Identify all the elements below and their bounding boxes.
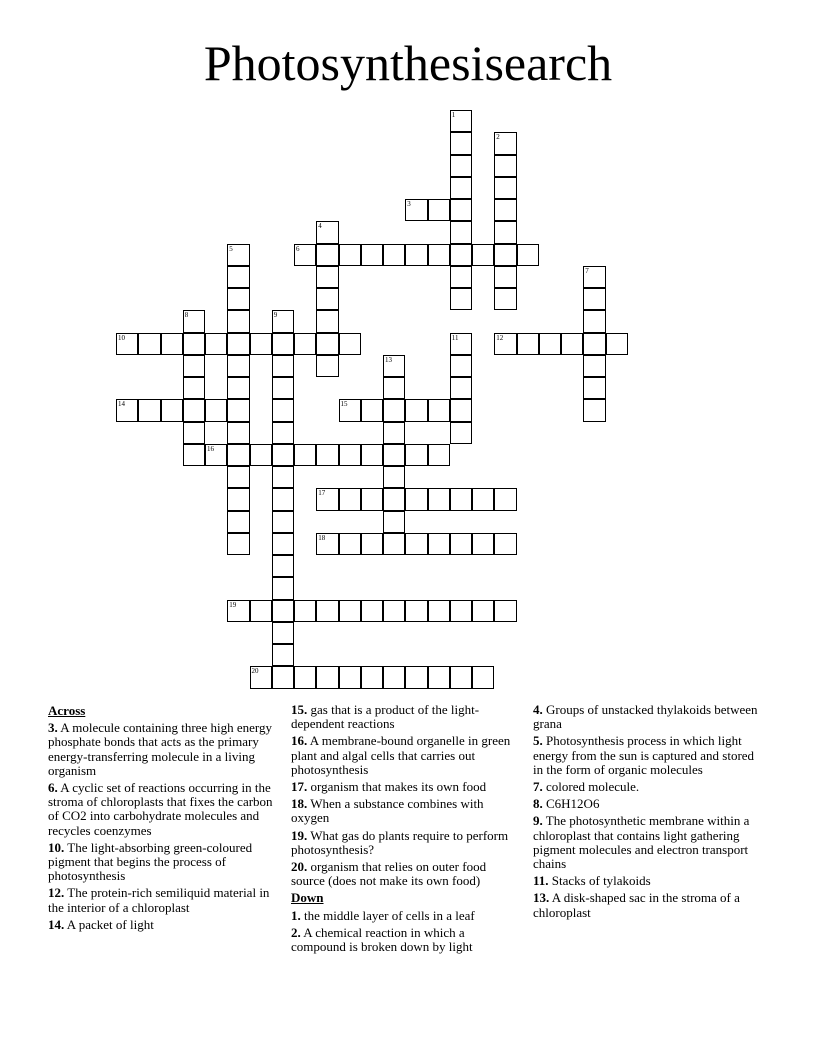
grid-cell[interactable] <box>205 399 227 421</box>
grid-cell[interactable] <box>250 600 272 622</box>
grid-cell[interactable] <box>450 377 472 399</box>
grid-cell[interactable] <box>294 666 316 688</box>
clue-number: 6 <box>296 244 300 253</box>
grid-cell[interactable] <box>227 488 249 510</box>
grid-cell[interactable] <box>428 666 450 688</box>
clue-text: Photosynthesis process in which light energy from the sun is captured and stored in the form of organic molecules <box>533 733 755 777</box>
grid-cell[interactable] <box>272 666 294 688</box>
clues-column-1 <box>48 703 282 935</box>
grid-cell[interactable] <box>161 333 183 355</box>
grid-cell[interactable] <box>339 333 361 355</box>
clue-number: 7 <box>585 266 589 275</box>
grid-cell[interactable] <box>494 333 516 355</box>
grid-cell[interactable] <box>517 244 539 266</box>
grid-cell[interactable] <box>183 444 205 466</box>
grid-cell[interactable] <box>494 221 516 243</box>
grid-cell[interactable] <box>450 110 472 132</box>
grid-cell[interactable] <box>583 377 605 399</box>
grid-cell[interactable] <box>116 399 138 421</box>
clue-text: A membrane-bound organelle in green plant and algal cells that carries out photosynthesis <box>291 733 511 777</box>
grid-cell[interactable] <box>250 444 272 466</box>
grid-cell[interactable] <box>583 333 605 355</box>
grid-cell[interactable] <box>494 132 516 154</box>
grid-cell[interactable] <box>405 533 427 555</box>
clue-text: the middle layer of cells in a leaf <box>304 907 475 923</box>
grid-cell[interactable] <box>361 244 383 266</box>
grid-cell[interactable] <box>272 377 294 399</box>
clue-number-label: 17. <box>291 779 308 795</box>
clue-text: A packet of light <box>66 916 154 932</box>
grid-cell[interactable] <box>383 666 405 688</box>
grid-cell[interactable] <box>116 333 138 355</box>
grid-cell[interactable] <box>272 310 294 332</box>
grid-cell[interactable] <box>450 266 472 288</box>
clue-text: A cyclic set of reactions occurring in the stroma of chloroplasts that fixes the carbon of CO2 into carbohydrate molecules and recycles coenzymes <box>48 780 273 838</box>
grid-cell[interactable] <box>383 422 405 444</box>
grid-cell[interactable] <box>339 444 361 466</box>
grid-cell[interactable] <box>450 177 472 199</box>
clue-number-label: 13. <box>533 890 550 906</box>
clue-number-label: 6. <box>48 780 58 796</box>
grid-cell[interactable] <box>450 132 472 154</box>
across-clue <box>48 841 282 884</box>
clue-number: 5 <box>229 244 233 253</box>
grid-cell[interactable] <box>450 666 472 688</box>
grid-cell[interactable] <box>227 511 249 533</box>
grid-cell[interactable] <box>405 666 427 688</box>
grid-cell[interactable] <box>183 422 205 444</box>
grid-cell[interactable] <box>227 422 249 444</box>
grid-cell[interactable] <box>272 422 294 444</box>
grid-cell[interactable] <box>272 399 294 421</box>
grid-cell[interactable] <box>339 666 361 688</box>
grid-cell[interactable] <box>561 333 583 355</box>
down-clue <box>533 780 765 794</box>
grid-cell[interactable] <box>272 533 294 555</box>
grid-cell[interactable] <box>339 399 361 421</box>
across-clue <box>291 797 521 825</box>
clue-number: 1 <box>451 111 456 119</box>
grid-cell[interactable] <box>227 399 249 421</box>
grid-cell[interactable] <box>227 333 249 355</box>
grid-cell[interactable] <box>272 555 294 577</box>
grid-cell[interactable] <box>227 355 249 377</box>
grid-cell[interactable] <box>494 177 516 199</box>
grid-cell[interactable] <box>583 355 605 377</box>
down-clue <box>533 797 765 811</box>
grid-cell[interactable] <box>316 666 338 688</box>
clue-number: 15 <box>340 400 348 409</box>
clue-number: 4 <box>318 222 322 231</box>
clue-number-label: 12. <box>48 885 65 901</box>
grid-cell[interactable] <box>405 444 427 466</box>
grid-cell[interactable] <box>428 488 450 510</box>
grid-cell[interactable] <box>138 333 160 355</box>
grid-cell[interactable] <box>405 244 427 266</box>
puzzle-title: Photosynthesisearch <box>203 35 613 91</box>
grid-cell[interactable] <box>205 333 227 355</box>
grid-cell[interactable] <box>361 488 383 510</box>
grid-cell[interactable] <box>450 333 472 355</box>
grid-cell[interactable] <box>316 355 338 377</box>
grid-cell[interactable] <box>494 288 516 310</box>
grid-cell[interactable] <box>583 399 605 421</box>
grid-cell[interactable] <box>450 288 472 310</box>
clue-number-label: 7. <box>533 779 543 795</box>
grid-cell[interactable] <box>294 333 316 355</box>
across-clue <box>291 829 521 857</box>
clue-text: A molecule containing three high energy phosphate bonds that acts as the primary energy-transferring molecule in a living organism <box>48 720 272 778</box>
clue-number-label: 3. <box>48 720 58 736</box>
grid-cell[interactable] <box>450 533 472 555</box>
grid-cell[interactable] <box>361 399 383 421</box>
grid-cell[interactable] <box>494 488 516 510</box>
clue-number-label: 5. <box>533 733 543 749</box>
grid-cell[interactable] <box>272 511 294 533</box>
grid-cell[interactable] <box>339 488 361 510</box>
clue-text: Stacks of tylakoids <box>551 873 651 889</box>
clue-number-label: 19. <box>291 827 308 843</box>
grid-cell[interactable] <box>606 333 628 355</box>
grid-cell[interactable] <box>539 333 561 355</box>
grid-cell[interactable] <box>428 600 450 622</box>
down-clue <box>533 891 765 919</box>
clue-text: gas that is a product of the light-dependent reactions <box>291 702 480 732</box>
clue-number: 2 <box>496 133 500 142</box>
grid-cell[interactable] <box>428 533 450 555</box>
clue-number-label: 9. <box>533 813 543 829</box>
grid-cell[interactable] <box>294 444 316 466</box>
grid-cell[interactable] <box>316 533 338 555</box>
clue-number: 14 <box>118 400 125 409</box>
grid-cell[interactable] <box>494 533 516 555</box>
grid-cell[interactable] <box>583 288 605 310</box>
grid-cell[interactable] <box>494 155 516 177</box>
grid-cell[interactable] <box>316 266 338 288</box>
grid-cell[interactable] <box>227 444 249 466</box>
down-clue <box>533 703 765 731</box>
grid-cell[interactable] <box>494 600 516 622</box>
clue-text: C6H12O6 <box>546 796 600 812</box>
across-clue <box>291 734 521 777</box>
down-clue <box>533 734 765 777</box>
grid-cell[interactable] <box>361 600 383 622</box>
across-clue <box>48 886 282 914</box>
clue-number-label: 20. <box>291 859 308 875</box>
grid-cell[interactable] <box>583 310 605 332</box>
clue-number-label: 16. <box>291 733 308 749</box>
grid-cell[interactable] <box>227 310 249 332</box>
clue-text: A chemical reaction in which a compound is broken down by light <box>291 924 473 955</box>
grid-cell[interactable] <box>383 244 405 266</box>
grid-cell[interactable] <box>316 600 338 622</box>
grid-cell[interactable] <box>183 377 205 399</box>
grid-cell[interactable] <box>361 444 383 466</box>
grid-cell[interactable] <box>272 333 294 355</box>
grid-cell[interactable] <box>183 310 205 332</box>
grid-cell[interactable] <box>316 221 338 243</box>
grid-cell[interactable] <box>383 444 405 466</box>
clues-column-3 <box>533 703 765 923</box>
clue-number-label: 15. <box>291 702 308 717</box>
grid-cell[interactable] <box>450 155 472 177</box>
across-heading: Across <box>48 703 86 718</box>
grid-cell[interactable] <box>450 199 472 221</box>
down-clue <box>533 874 765 888</box>
grid-cell[interactable] <box>161 399 183 421</box>
across-clue <box>48 721 282 778</box>
clue-text: A disk-shaped sac in the stroma of a chloroplast <box>533 890 740 920</box>
clue-number-label: 1. <box>291 907 301 923</box>
grid-cell[interactable] <box>428 444 450 466</box>
grid-cell[interactable] <box>339 600 361 622</box>
clue-number: 13 <box>385 355 392 364</box>
grid-cell[interactable] <box>383 511 405 533</box>
grid-cell[interactable] <box>450 355 472 377</box>
grid-cell[interactable] <box>227 288 249 310</box>
clue-text: When a substance combines with oxygen <box>291 796 484 826</box>
grid-cell[interactable] <box>183 355 205 377</box>
grid-cell[interactable] <box>383 355 405 377</box>
grid-cell[interactable] <box>583 266 605 288</box>
clue-number: 20 <box>251 667 259 676</box>
clue-text: The protein-rich semiliquid material in the interior of a chloroplast <box>48 885 270 915</box>
grid-cell[interactable] <box>383 533 405 555</box>
clue-number: 10 <box>118 333 125 342</box>
grid-cell[interactable] <box>383 377 405 399</box>
grid-cell[interactable] <box>472 533 494 555</box>
grid-cell[interactable] <box>472 488 494 510</box>
grid-cell[interactable] <box>450 488 472 510</box>
grid-cell[interactable] <box>316 288 338 310</box>
clue-number: 17 <box>318 489 326 498</box>
grid-cell[interactable] <box>272 355 294 377</box>
clue-number-label: 10. <box>48 839 65 855</box>
grid-cell[interactable] <box>272 622 294 644</box>
grid-cell[interactable] <box>227 244 249 266</box>
clue-text: The light-absorbing green-coloured pigment that begins the process of photosynthesis <box>48 839 253 884</box>
clue-number: 3 <box>407 200 411 208</box>
across-clue <box>48 781 282 838</box>
grid-cell[interactable] <box>294 600 316 622</box>
grid-cell[interactable] <box>272 577 294 599</box>
clue-number: 9 <box>273 311 278 320</box>
grid-cell[interactable] <box>450 221 472 243</box>
grid-cell[interactable] <box>272 444 294 466</box>
grid-cell[interactable] <box>138 399 160 421</box>
clue-text: The photosynthetic membrane within a chloroplast that contains light gathering pigment molecules and electron transport chains <box>533 813 750 872</box>
down-heading: Down <box>291 890 324 906</box>
grid-cell[interactable] <box>250 333 272 355</box>
clue-number: 18 <box>318 533 326 542</box>
across-clue <box>48 918 282 932</box>
grid-cell[interactable] <box>405 488 427 510</box>
grid-cell[interactable] <box>494 244 516 266</box>
clue-text: Groups of unstacked thylakoids between grana <box>533 702 758 732</box>
grid-cell[interactable] <box>428 244 450 266</box>
grid-cell[interactable] <box>339 244 361 266</box>
grid-cell[interactable] <box>316 244 338 266</box>
grid-cell[interactable] <box>472 666 494 688</box>
grid-cell[interactable] <box>517 333 539 355</box>
down-clue <box>291 909 521 923</box>
grid-cell[interactable] <box>472 600 494 622</box>
grid-cell[interactable] <box>383 399 405 421</box>
grid-cell[interactable] <box>272 466 294 488</box>
grid-cell[interactable] <box>227 266 249 288</box>
across-clue <box>291 860 521 888</box>
clue-text: organism that relies on outer food source (does not make its own food) <box>291 859 487 889</box>
grid-cell[interactable] <box>494 199 516 221</box>
across-clue <box>291 780 521 794</box>
grid-cell[interactable] <box>428 399 450 421</box>
grid-cell[interactable] <box>339 533 361 555</box>
grid-cell[interactable] <box>361 533 383 555</box>
down-clue <box>533 814 765 871</box>
clue-number: 11 <box>451 333 459 342</box>
grid-cell[interactable] <box>316 310 338 332</box>
grid-cell[interactable] <box>361 666 383 688</box>
grid-cell[interactable] <box>205 444 227 466</box>
grid-cell[interactable] <box>383 600 405 622</box>
clue-number-label: 2. <box>291 924 301 940</box>
grid-cell[interactable] <box>405 199 427 221</box>
grid-cell[interactable] <box>494 266 516 288</box>
clues-column-2 <box>291 703 521 957</box>
grid-cell[interactable] <box>294 244 316 266</box>
grid-cell[interactable] <box>316 488 338 510</box>
grid-cell[interactable] <box>450 399 472 421</box>
clue-number-label: 11. <box>533 873 549 889</box>
grid-cell[interactable] <box>405 399 427 421</box>
grid-cell[interactable] <box>227 466 249 488</box>
grid-cell[interactable] <box>428 199 450 221</box>
grid-cell[interactable] <box>250 666 272 688</box>
grid-cell[interactable] <box>227 600 249 622</box>
grid-cell[interactable] <box>272 488 294 510</box>
clue-number-label: 4. <box>533 702 543 717</box>
clue-number-label: 8. <box>533 796 543 812</box>
clue-text: What gas do plants require to perform photosynthesis? <box>291 827 509 857</box>
clue-number-label: 18. <box>291 796 308 812</box>
grid-cell[interactable] <box>183 399 205 421</box>
grid-cell[interactable] <box>450 244 472 266</box>
grid-cell[interactable] <box>227 377 249 399</box>
clue-number: 12 <box>496 333 504 342</box>
grid-cell[interactable] <box>272 600 294 622</box>
down-clue <box>291 926 521 954</box>
clue-number: 16 <box>207 444 214 453</box>
grid-cell[interactable] <box>383 488 405 510</box>
across-clue <box>291 703 521 731</box>
clue-number: 8 <box>184 311 189 320</box>
grid-cell[interactable] <box>383 466 405 488</box>
clue-text: organism that makes its own food <box>310 779 487 795</box>
grid-cell[interactable] <box>405 600 427 622</box>
grid-cell[interactable] <box>316 333 338 355</box>
grid-cell[interactable] <box>316 444 338 466</box>
grid-cell[interactable] <box>450 422 472 444</box>
grid-cell[interactable] <box>272 644 294 666</box>
grid-cell[interactable] <box>450 600 472 622</box>
clue-number: 19 <box>229 600 237 609</box>
grid-cell[interactable] <box>183 333 205 355</box>
clue-number-label: 14. <box>48 916 65 932</box>
grid-cell[interactable] <box>472 244 494 266</box>
grid-cell[interactable] <box>227 533 249 555</box>
clue-text: colored molecule. <box>546 779 640 795</box>
